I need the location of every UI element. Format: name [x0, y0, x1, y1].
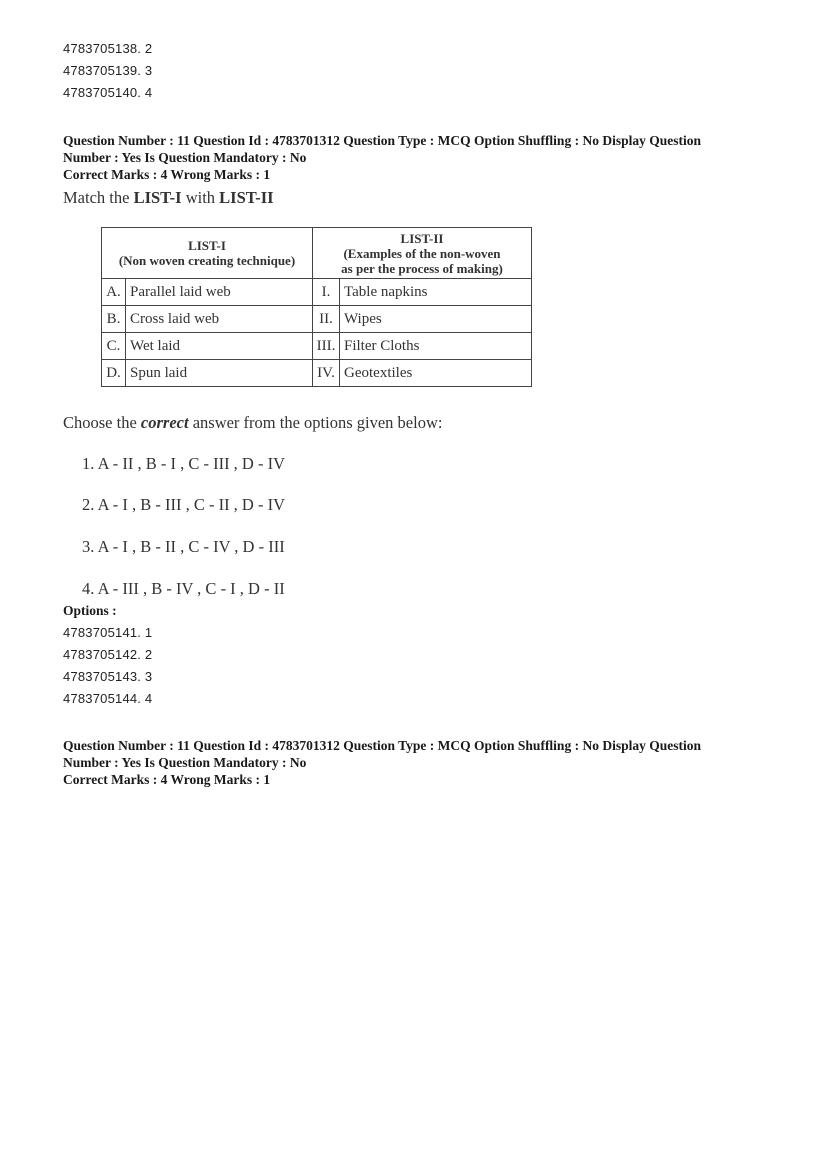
answer-instruction: Choose the correct answer from the options given below: — [63, 413, 443, 432]
list1-item: Cross laid web — [126, 306, 313, 333]
list1-key: D. — [102, 360, 126, 387]
list2-key: II. — [313, 306, 340, 333]
list2-key: III. — [313, 333, 340, 360]
list2-item: Geotextiles — [340, 360, 532, 387]
list2-item: Table napkins — [340, 279, 532, 306]
option-line: 4783705139. 3 — [63, 63, 153, 78]
question-meta-line: Question Number : 11 Question Id : 4783701312 Question Type : MCQ Option Shuffling : No Display Question — [63, 738, 701, 753]
question-meta — [63, 132, 763, 183]
question-marks-line: Correct Marks : 4 Wrong Marks : 1 — [63, 167, 271, 182]
answer-choice: 1. A - II , B - I , C - III , D - IV — [82, 454, 286, 473]
option-line: 4783705144. 4 — [63, 691, 153, 706]
list2-key: I. — [313, 279, 340, 306]
list1-header: LIST-I (Non woven creating technique) — [102, 228, 313, 279]
table-row — [102, 360, 532, 387]
table-row — [102, 279, 532, 306]
list1-key: B. — [102, 306, 126, 333]
option-line: 4783705138. 2 — [63, 41, 153, 56]
list1-key: C. — [102, 333, 126, 360]
list1-item: Wet laid — [126, 333, 313, 360]
list1-key: A. — [102, 279, 126, 306]
list2-key: IV. — [313, 360, 340, 387]
table-row — [102, 306, 532, 333]
table-row — [102, 333, 532, 360]
option-line: 4783705142. 2 — [63, 647, 153, 662]
match-table — [101, 227, 532, 387]
option-line: 4783705143. 3 — [63, 669, 153, 684]
question-meta-line: Number : Yes Is Question Mandatory : No — [63, 150, 307, 165]
answer-choice: 2. A - I , B - III , C - II , D - IV — [82, 495, 286, 514]
question-prompt: Match the LIST-I with LIST-II — [63, 188, 274, 207]
question-marks-line: Correct Marks : 4 Wrong Marks : 1 — [63, 772, 271, 787]
question-meta-line: Question Number : 11 Question Id : 4783701312 Question Type : MCQ Option Shuffling : No Display Question — [63, 133, 701, 148]
table-header-row — [102, 228, 532, 279]
answer-choice: 4. A - III , B - IV , C - I , D - II — [82, 579, 285, 598]
list2-item: Wipes — [340, 306, 532, 333]
list1-item: Spun laid — [126, 360, 313, 387]
list2-header: LIST-II (Examples of the non-woven as per the process of making) — [313, 228, 532, 279]
options-label: Options : — [63, 603, 117, 618]
option-line: 4783705140. 4 — [63, 85, 153, 100]
question-meta-line: Number : Yes Is Question Mandatory : No — [63, 755, 307, 770]
option-line: 4783705141. 1 — [63, 625, 153, 640]
answer-choice: 3. A - I , B - II , C - IV , D - III — [82, 537, 285, 556]
list2-item: Filter Cloths — [340, 333, 532, 360]
question-meta — [63, 737, 763, 788]
list1-item: Parallel laid web — [126, 279, 313, 306]
